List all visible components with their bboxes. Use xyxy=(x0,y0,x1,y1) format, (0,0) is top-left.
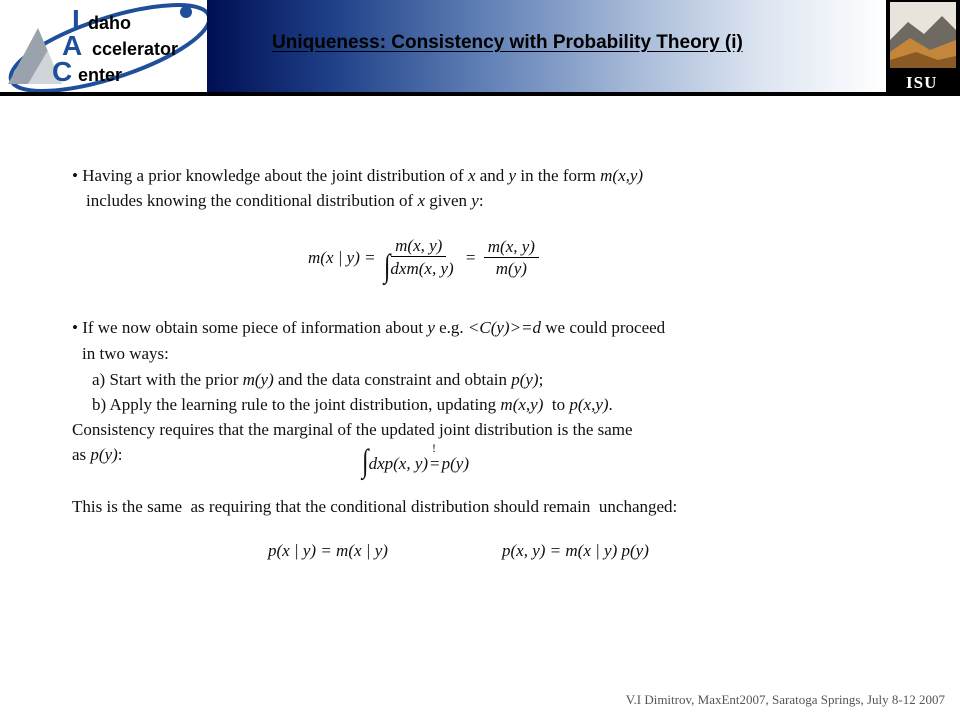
equals-sign: = xyxy=(465,248,476,267)
logo-letter-i: I xyxy=(72,4,80,35)
expr-m-xy: m(x,y) xyxy=(600,166,644,185)
text-run: • Having a prior knowledge about the joint distribution of xyxy=(72,166,468,185)
var-x: x xyxy=(467,166,476,185)
text-run: given xyxy=(425,191,472,210)
var-x: x xyxy=(417,191,426,210)
bullet-1-line-1 xyxy=(72,166,643,186)
text-run: ; xyxy=(538,370,544,389)
eq2-rhs: p(y) xyxy=(441,454,470,473)
slide-title: Uniqueness: Consistency with Probability Theory (i) xyxy=(272,32,743,53)
slide-footer: V.I Dimitrov, MaxEnt2007, Saratoga Springs, July 8-12 2007 xyxy=(625,692,945,707)
consistency-line-2 xyxy=(72,445,123,465)
consistency-line-1: Consistency requires that the marginal of the updated joint distribution is the same xyxy=(72,420,633,439)
option-b xyxy=(92,395,613,415)
integral-sign: ∫ xyxy=(383,249,391,285)
eq2-integrand: dxp(x, y) xyxy=(368,454,429,473)
bullet-2-line-1 xyxy=(72,318,665,338)
expr-m-xy: m(x,y) xyxy=(500,395,544,414)
expr-p-xy: p(x,y) xyxy=(569,395,609,414)
var-y: y xyxy=(471,191,479,210)
fraction-1-numerator: m(x, y) xyxy=(391,236,446,257)
text-run: e.g. xyxy=(434,318,468,337)
fraction-1-denominator xyxy=(380,249,458,285)
bullet-2-line-2: in two ways: xyxy=(82,344,169,363)
option-a xyxy=(92,370,543,390)
fraction-2-denominator: m(y) xyxy=(495,258,527,278)
text-run: we could proceed xyxy=(541,318,666,337)
logo-letter-c: C xyxy=(52,56,73,87)
fraction-1 xyxy=(380,236,458,285)
text-run: . xyxy=(608,395,613,414)
equation-marginal xyxy=(362,441,470,480)
integrand: dxm(x, y) xyxy=(390,259,454,278)
var-y: y xyxy=(427,318,435,337)
logo-letter-a: A xyxy=(62,30,83,61)
var-y: y xyxy=(508,166,517,185)
text-run: and the data constraint and obtain xyxy=(273,370,512,389)
text-run: b) Apply the learning rule to the joint distribution, updating xyxy=(92,395,501,414)
slide-header xyxy=(0,0,960,96)
eq3-text: p(x | y) = m(x | y) xyxy=(268,541,388,560)
equals-sign: = xyxy=(430,454,440,473)
eq-lhs: m(x | y) = xyxy=(308,248,376,267)
eq4-text: p(x, y) = m(x | y) p(y) xyxy=(502,541,649,560)
conditional-unchanged-text: This is the same as requiring that the conditional distribution should remain unchanged: xyxy=(72,497,678,516)
logo-word-enter: enter xyxy=(78,65,123,85)
fraction-2 xyxy=(484,237,539,280)
header-divider xyxy=(0,92,960,96)
text-run: : xyxy=(478,191,484,210)
expr-p-y: p(y) xyxy=(511,370,539,389)
equation-conditional-equal xyxy=(268,541,388,561)
logo-word-daho: daho xyxy=(88,13,131,33)
expr-m-y: m(y) xyxy=(242,370,274,389)
exclamation-mark: ! xyxy=(432,441,437,455)
text-run: • If we now obtain some piece of information about xyxy=(72,318,428,337)
defined-equals xyxy=(428,441,442,474)
text-run: in the form xyxy=(516,166,601,185)
text-run: a) Start with the prior xyxy=(92,370,243,389)
bullet-1-line-2 xyxy=(86,191,484,211)
equation-conditional xyxy=(308,236,539,285)
expr-p-y: p(y) xyxy=(90,445,118,464)
constraint-expr: <C(y)>=d xyxy=(467,318,542,337)
equation-joint-update xyxy=(502,541,649,561)
text-run: includes knowing the conditional distribution of xyxy=(86,191,418,210)
integral-sign: ∫ xyxy=(362,444,369,480)
text-run: : xyxy=(117,445,123,464)
text-run: and xyxy=(475,166,509,185)
logo-word-ccelerator: ccelerator xyxy=(92,39,179,59)
idaho-accelerator-center-logo xyxy=(0,0,207,92)
text-run: as xyxy=(72,445,91,464)
isu-logo-text: ISU xyxy=(906,73,938,92)
fraction-2-numerator: m(x, y) xyxy=(484,237,539,258)
text-run: to xyxy=(543,395,570,414)
